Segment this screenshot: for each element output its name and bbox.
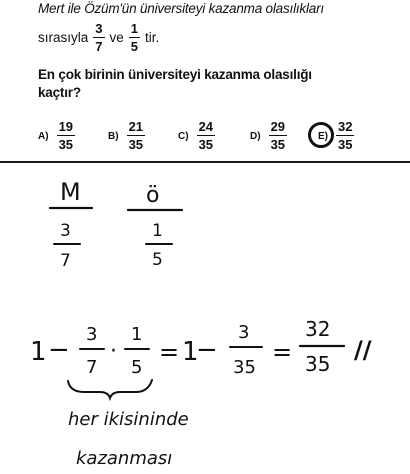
hand-c-den: 35 [233,357,256,378]
hand-a-den: 7 [86,357,98,378]
fraction-numerator: 29 [270,119,286,134]
hand-note-line-1: her ikisininde [68,409,189,430]
hand-minus-2: − [196,335,218,365]
question-line-1: Mert ile Özüm'ün üniversiteyi kazanma olasılıkları [38,1,324,16]
hand-equals: = [159,338,180,366]
fraction-numerator: 1 [130,21,138,36]
fraction-denominator: 5 [130,39,138,54]
prompt-line-1: En çok birinin üniversiteyi kazanma olasılığı [38,67,312,82]
fraction-numerator: 32 [338,119,353,134]
hand-c-num: 3 [238,322,250,343]
hand-name-ozum: ö [146,183,160,208]
prompt-line-2: kaçtır? [38,85,81,100]
option-label: B) [108,131,119,142]
fraction-denominator: 35 [198,137,214,152]
hand-minus: − [48,335,70,365]
question-prefix: sırasıyla [38,30,89,45]
question-connector: ve [109,30,124,45]
hand-check-mark: // [354,336,372,364]
fraction-numerator: 21 [128,119,144,134]
hand-dot: · [110,339,117,364]
hand-note-line-2: kazanması [76,448,173,469]
option-label: C) [178,131,189,142]
hand-name-mert: M [60,178,81,206]
hand-note [68,409,189,469]
hand-result-num: 32 [305,317,331,341]
hand-equals-2: = [272,338,293,366]
fraction-denominator: 35 [58,137,74,152]
hand-givens [50,178,182,271]
hand-frac2-den: 5 [152,250,163,270]
fraction-denominator: 7 [95,39,103,54]
option-label: E) [318,131,328,142]
hand-b-num: 1 [131,324,143,345]
hand-one: 1 [30,337,47,367]
hand-a-num: 3 [86,324,98,345]
hand-result-den: 35 [305,352,331,376]
fraction-denominator: 35 [270,137,286,152]
question-suffix: tir. [145,30,160,45]
hand-frac1-den: 7 [60,251,71,271]
hand-one-2: 1 [182,337,199,367]
fraction-numerator: 3 [95,21,103,36]
option-label: D) [250,131,261,142]
fraction-denominator: 35 [338,137,353,152]
hand-equation [30,317,372,378]
hand-frac1-num: 3 [60,221,71,241]
hand-frac2-num: 1 [152,221,163,241]
fraction-numerator: 19 [58,119,74,134]
fraction-numerator: 24 [198,119,214,134]
option-label: A) [38,131,49,142]
underbrace-mark [68,380,152,398]
fraction-denominator: 35 [128,137,144,152]
hand-b-den: 5 [131,357,143,378]
